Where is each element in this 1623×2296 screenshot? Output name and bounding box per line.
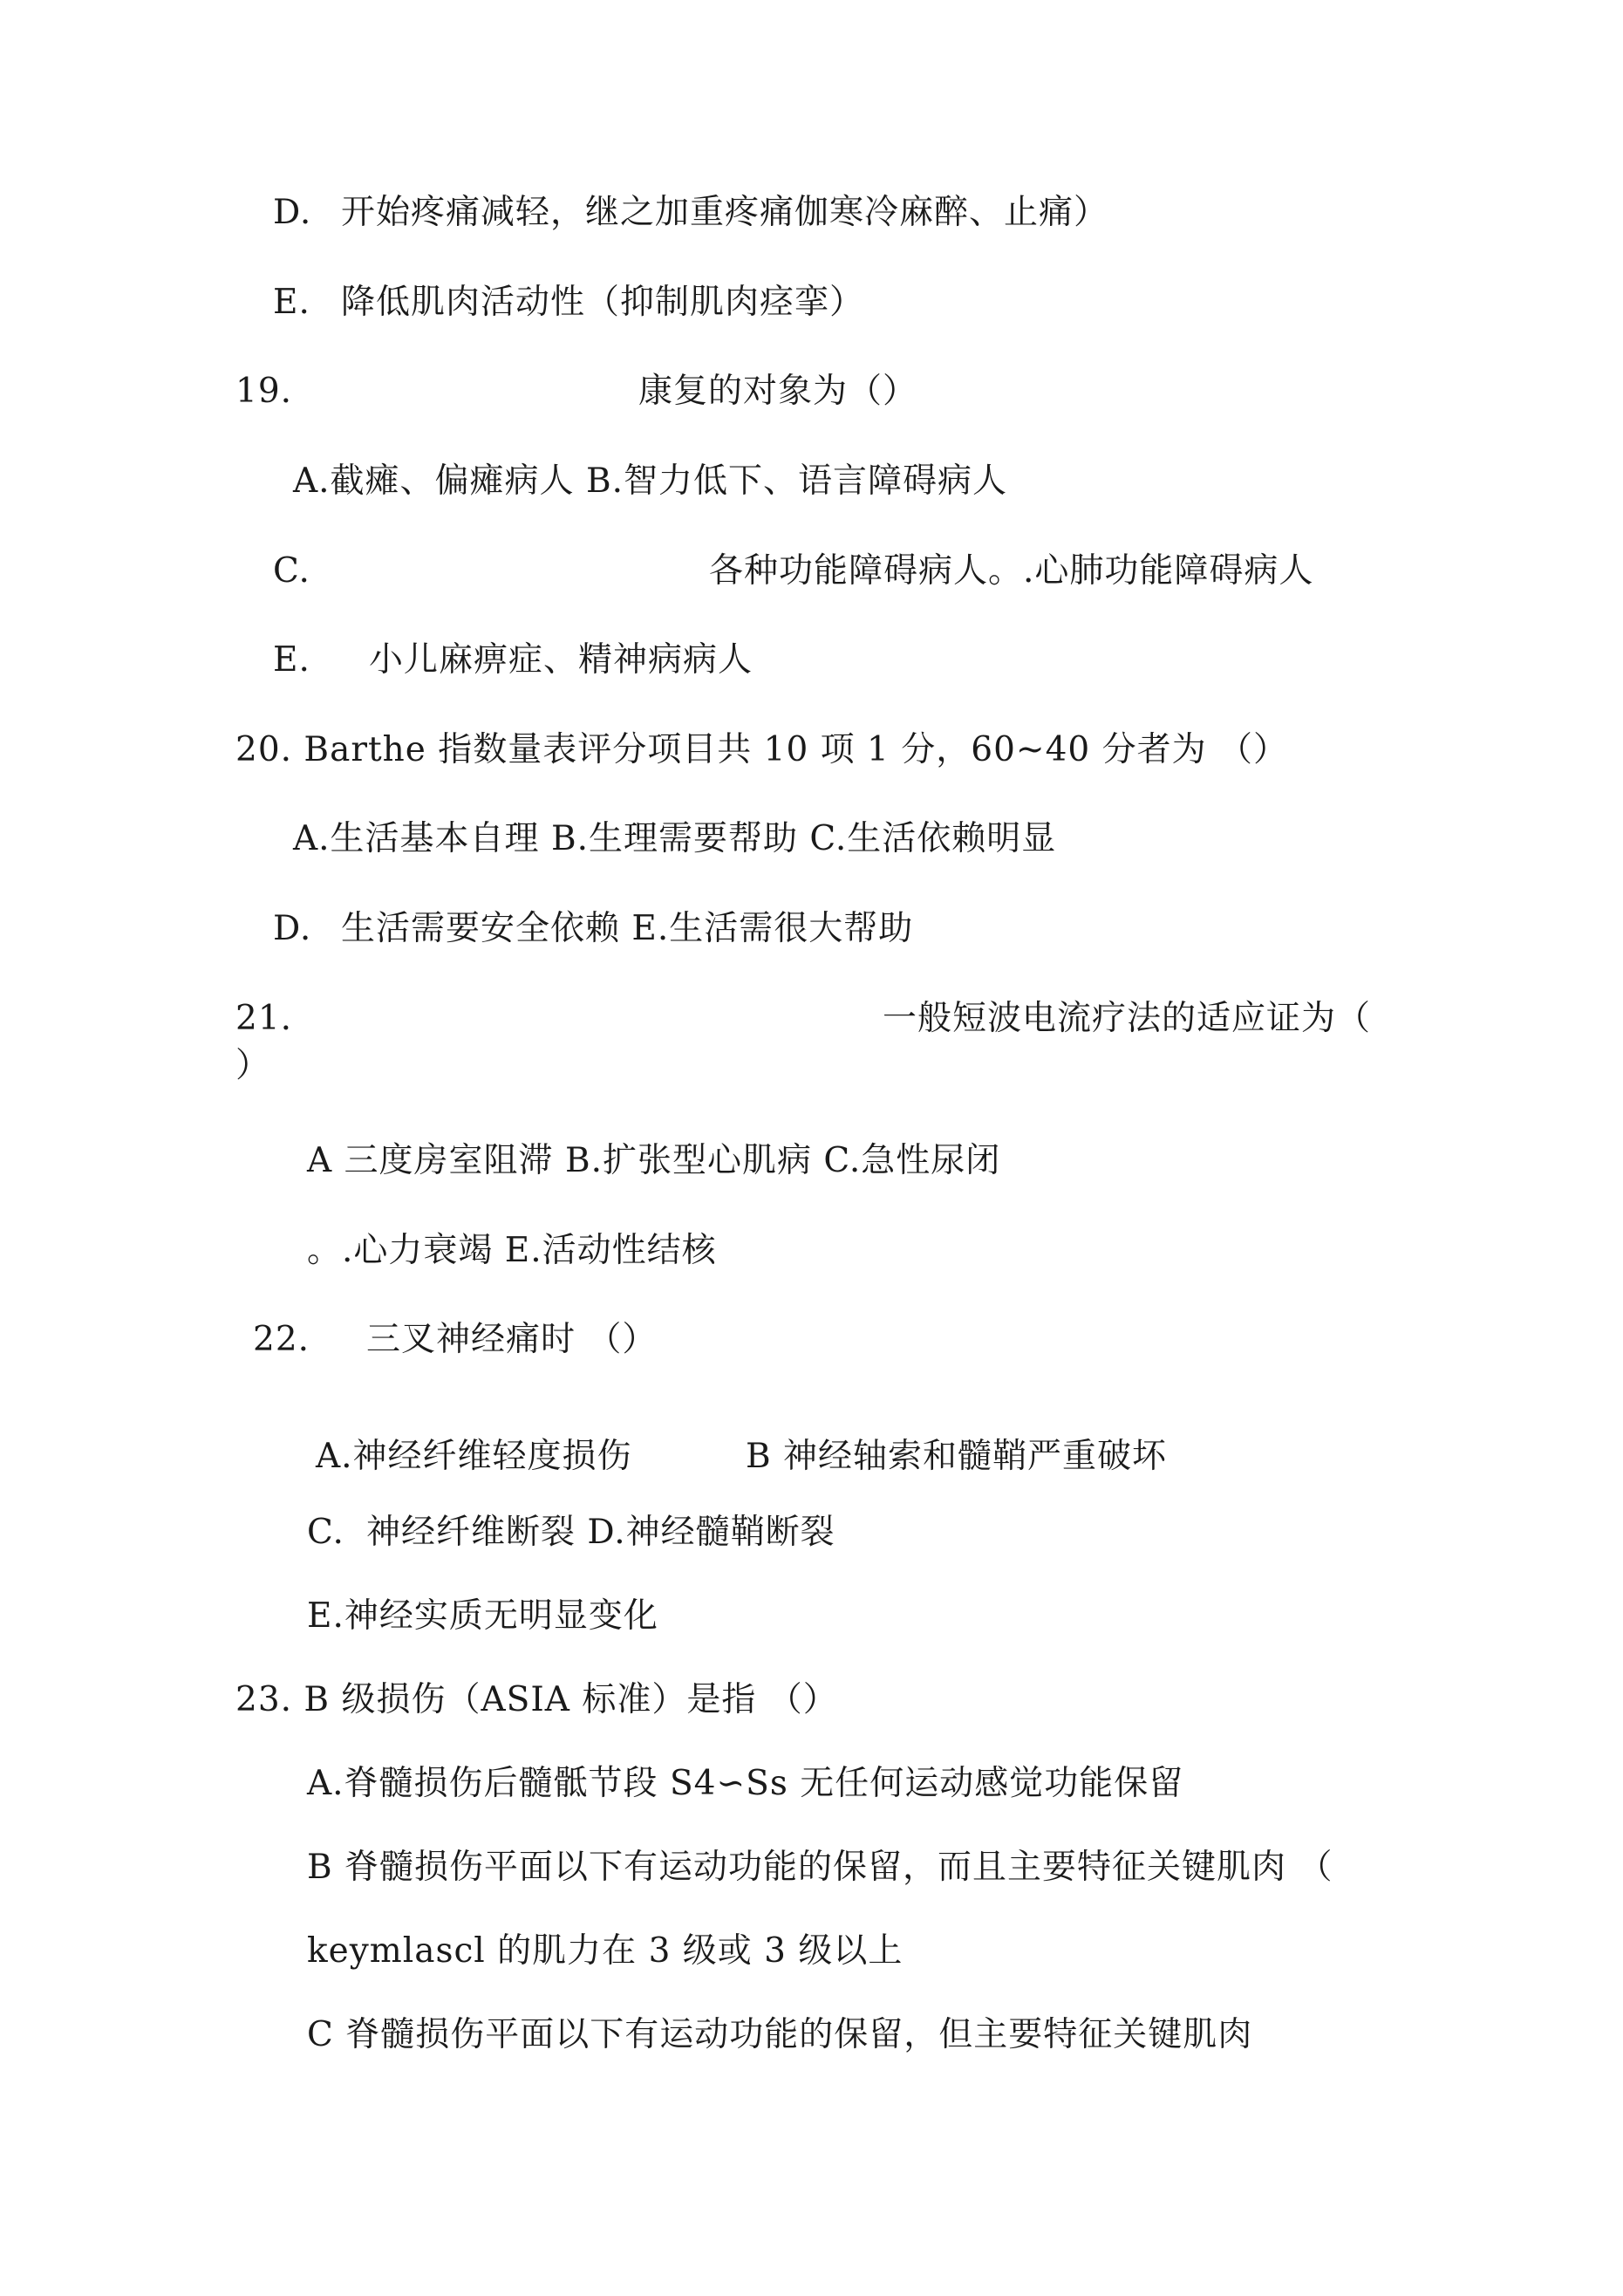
q22-number: 22.	[253, 1320, 310, 1359]
q20-options-de-text: 生活需要安全依赖 E.生活需很大帮助	[341, 909, 914, 948]
q21-stem: 一般短波电流疗法的适应证为（	[883, 999, 1372, 1038]
q19-option-c-text: 各种功能障碍病人。.心肺功能障碍病人	[709, 551, 1314, 591]
q19-number: 19.	[235, 372, 293, 411]
q19-stem: 康复的对象为（）	[638, 372, 918, 411]
q19-option-e-letter: E.	[273, 640, 310, 680]
q18-option-e-letter: E.	[273, 283, 310, 322]
q22-option-a: A.神经纤维轻度损伤	[316, 1437, 632, 1476]
q22-stem: 三叉神经痛时 （）	[366, 1320, 658, 1359]
q19-options-ab: A.截瘫、偏瘫病人 B.智力低下、语言障碍病人	[293, 461, 1008, 501]
q20-options-abc: A.生活基本自理 B.生理需要帮助 C.生活依赖明显	[293, 819, 1057, 858]
q18-option-e-text: 降低肌肉活动性（抑制肌肉痉挛）	[341, 283, 865, 322]
q23-option-c: C 脊髓损伤平面以下有运动功能的保留，但主要特征关键肌肉	[307, 2015, 1253, 2054]
q23-option-b-line2: keymlascl 的肌力在 3 级或 3 级以上	[307, 1931, 904, 1971]
q21-stem-continuation: ）	[235, 1046, 271, 1085]
q22-option-c-letter: C.	[307, 1513, 344, 1552]
q21-options-de: 。.心力衰竭 E.活动性结核	[307, 1231, 717, 1270]
q20-stem: 20. Barthe 指数量表评分项目共 10 项 1 分，60~40 分者为 （）	[235, 730, 1288, 769]
q22-options-cd-text: 神经纤维断裂 D.神经髓鞘断裂	[366, 1513, 835, 1552]
q20-option-d-letter: D.	[273, 909, 312, 948]
q21-number: 21.	[235, 999, 293, 1038]
q22-option-e: E.神经实质无明显变化	[307, 1596, 658, 1636]
q23-option-b-line1: B 脊髓损伤平面以下有运动功能的保留，而且主要特征关键肌肉 （	[307, 1848, 1333, 1887]
q18-option-d-letter: D.	[273, 193, 312, 232]
q19-option-e-text: 小儿麻痹症、精神病病人	[369, 640, 754, 680]
q19-option-c-letter: C.	[273, 551, 310, 591]
q22-option-b: B 神经轴索和髓鞘严重破坏	[746, 1437, 1168, 1476]
q18-option-d-text: 开始疼痛减轻，继之加重疼痛伽寒冷麻醉、止痛）	[341, 193, 1109, 232]
q23-stem: 23. B 级损伤（ASIA 标准）是指 （）	[235, 1680, 838, 1719]
q21-options-abc: A 三度房室阻滞 B.扩张型心肌病 C.急性尿闭	[307, 1141, 1001, 1180]
q23-option-a: A.脊髓损伤后髓骶节段 S4∽Ss 无任何运动感觉功能保留	[307, 1764, 1184, 1803]
